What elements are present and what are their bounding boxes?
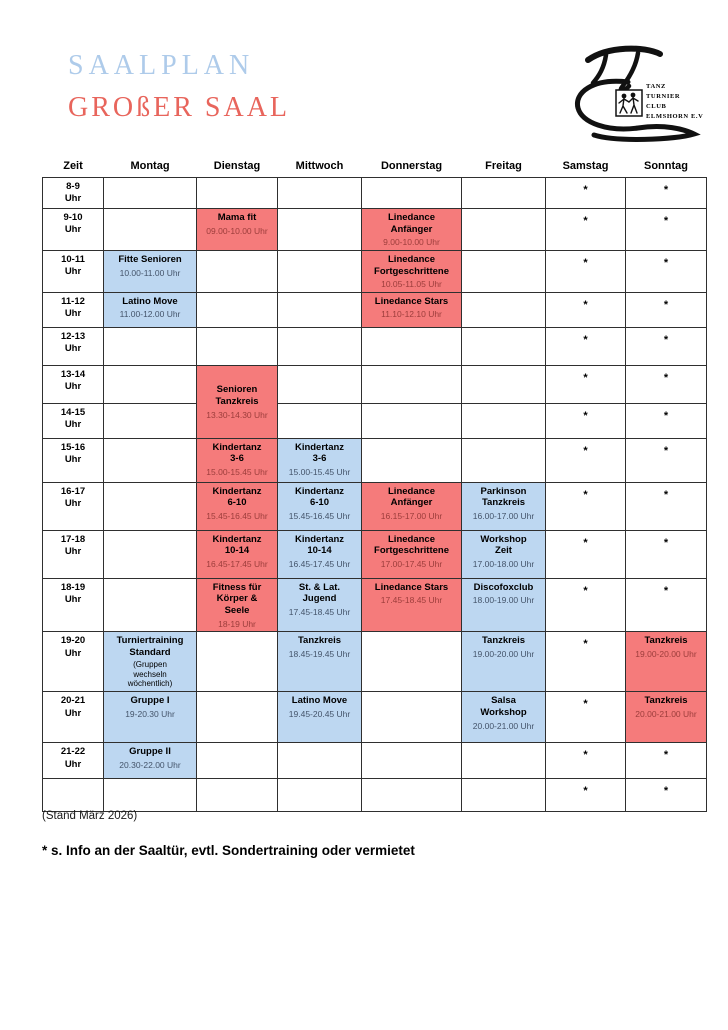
empty-cell <box>197 692 278 743</box>
event-cell <box>197 208 278 250</box>
asterisk-cell <box>626 365 707 403</box>
table-row <box>43 438 707 482</box>
event-title: Fitness für Körper & Seele <box>212 581 262 617</box>
asterisk-cell <box>546 327 626 365</box>
empty-cell <box>462 743 546 779</box>
empty-cell <box>197 292 278 327</box>
column-header: Montag <box>130 160 170 172</box>
asterisk-marker: * <box>583 371 588 384</box>
event-cell <box>104 632 197 692</box>
asterisk-marker: * <box>583 409 588 422</box>
asterisk-marker: * <box>583 698 588 711</box>
asterisk-marker: * <box>583 584 588 597</box>
column-header: Dienstag <box>213 160 261 172</box>
event-cell <box>197 438 278 482</box>
column-header: Mittwoch <box>295 160 344 172</box>
asterisk-marker: * <box>583 256 588 269</box>
empty-cell <box>104 403 197 438</box>
empty-cell <box>462 208 546 250</box>
schedule-table <box>42 160 707 812</box>
empty-cell <box>104 779 197 812</box>
asterisk-marker: * <box>583 214 588 227</box>
event-cell <box>104 250 197 292</box>
asterisk-cell <box>626 178 707 209</box>
column-header: Donnerstag <box>380 160 443 172</box>
empty-cell <box>362 178 462 209</box>
asterisk-cell <box>626 292 707 327</box>
empty-cell <box>362 403 462 438</box>
empty-cell <box>197 779 278 812</box>
asterisk-marker: * <box>583 444 588 457</box>
asterisk-marker: * <box>663 409 669 422</box>
empty-cell <box>104 438 197 482</box>
event-cell <box>104 292 197 327</box>
asterisk-marker: * <box>583 488 588 501</box>
time-slot-label: 10-11 Uhr <box>43 250 104 292</box>
empty-cell <box>278 292 362 327</box>
asterisk-marker: * <box>583 298 588 311</box>
event-time: 10.00-11.00 Uhr <box>119 267 181 278</box>
asterisk-marker: * <box>663 536 669 549</box>
event-time: 15.45-16.45 Uhr <box>206 511 268 522</box>
asterisk-cell <box>546 250 626 292</box>
asterisk-marker: * <box>663 371 669 384</box>
time-slot-label: 18-19 Uhr <box>43 578 104 632</box>
empty-cell <box>278 365 362 403</box>
event-time: 09.00-10.00 Uhr <box>206 225 268 236</box>
empty-cell <box>362 779 462 812</box>
asterisk-marker: * <box>663 584 669 597</box>
event-cell <box>462 530 546 578</box>
event-cell <box>197 530 278 578</box>
table-row <box>43 365 707 403</box>
table-row <box>43 482 707 530</box>
event-time: 20.30-22.00 Uhr <box>119 760 181 771</box>
asterisk-marker: * <box>663 214 669 227</box>
event-title: Latino Move <box>291 695 348 707</box>
event-cell <box>626 692 707 743</box>
event-title: Tanzkreis <box>644 635 688 647</box>
event-time: 16.15-17.00 Uhr <box>380 511 443 522</box>
asterisk-cell <box>626 578 707 632</box>
asterisk-marker: * <box>663 256 669 269</box>
dancing-couple-icon <box>616 90 642 116</box>
time-slot-label: 17-18 Uhr <box>43 530 104 578</box>
event-title: Turniertraining Standard <box>116 635 184 659</box>
event-time: 10.05-11.05 Uhr <box>381 279 442 290</box>
event-time: 17.00-18.00 Uhr <box>472 559 535 570</box>
event-time: 17.00-17.45 Uhr <box>380 559 443 570</box>
event-title: Discofoxclub <box>473 581 534 593</box>
event-title: Mama fit <box>217 211 257 223</box>
asterisk-marker: * <box>663 184 669 196</box>
asterisk-marker: * <box>663 333 669 346</box>
asterisk-marker: * <box>583 333 588 346</box>
table-row <box>43 178 707 209</box>
event-title: Linedance Fortgeschrittene <box>374 253 449 277</box>
event-time: 15.45-16.45 Uhr <box>288 511 351 522</box>
event-cell <box>362 482 462 530</box>
event-time: 17.45-18.45 Uhr <box>380 595 443 606</box>
asterisk-cell <box>546 438 626 482</box>
empty-cell <box>362 365 462 403</box>
empty-cell <box>278 208 362 250</box>
table-row <box>43 632 707 692</box>
event-time: 13.30-14.30 Uhr <box>206 409 268 420</box>
time-slot-label: 21-22 Uhr <box>43 743 104 779</box>
empty-cell <box>197 743 278 779</box>
event-time: 16.45-17.45 Uhr <box>206 559 268 570</box>
event-time: 15.00-15.45 Uhr <box>288 467 351 478</box>
asterisk-marker: * <box>663 488 669 501</box>
asterisk-cell <box>546 632 626 692</box>
asterisk-marker: * <box>663 785 669 798</box>
time-slot-label: 16-17 Uhr <box>43 482 104 530</box>
event-cell <box>462 632 546 692</box>
event-title: Latino Move <box>122 295 178 307</box>
table-row <box>43 208 707 250</box>
asterisk-marker: * <box>583 638 588 651</box>
empty-cell <box>104 482 197 530</box>
table-row <box>43 743 707 779</box>
event-note: (Gruppen wechseln wöchentlich) <box>127 660 173 689</box>
asterisk-cell <box>546 208 626 250</box>
empty-cell <box>462 779 546 812</box>
time-slot-label: 11-12 Uhr <box>43 292 104 327</box>
club-name-line: TANZ <box>646 83 666 90</box>
empty-cell <box>278 743 362 779</box>
asterisk-cell <box>546 779 626 812</box>
event-title: Kindertanz 10-14 <box>212 533 262 557</box>
event-cell <box>462 692 546 743</box>
asterisk-marker: * <box>663 749 669 762</box>
column-header: Zeit <box>63 160 83 172</box>
event-title: Parkinson Tanzkreis <box>480 485 527 509</box>
event-title: Kindertanz 3-6 <box>212 441 262 465</box>
empty-cell <box>278 250 362 292</box>
asterisk-cell <box>546 743 626 779</box>
empty-cell <box>197 178 278 209</box>
page-title <box>68 50 290 124</box>
event-cell <box>197 482 278 530</box>
event-time: 18-19 Uhr <box>218 619 256 630</box>
event-time: 19.45-20.45 Uhr <box>288 709 351 720</box>
event-time: 19.00-20.00 Uhr <box>472 649 535 660</box>
asterisk-cell <box>626 482 707 530</box>
asterisk-cell <box>546 292 626 327</box>
empty-cell <box>462 250 546 292</box>
title-grosser-saal: GROßER SAAL <box>68 92 291 123</box>
empty-cell <box>104 365 197 403</box>
empty-cell <box>278 327 362 365</box>
event-title: Linedance Stars <box>374 295 449 307</box>
empty-cell <box>462 178 546 209</box>
empty-cell <box>104 578 197 632</box>
event-cell <box>104 743 197 779</box>
asterisk-cell <box>546 482 626 530</box>
asterisk-marker: * <box>583 536 588 549</box>
event-cell <box>278 438 362 482</box>
event-time: 16.00-17.00 Uhr <box>472 511 535 522</box>
event-time: 11.10-12.10 Uhr <box>381 309 442 320</box>
schedule-table-body <box>43 178 707 812</box>
time-slot-label: 14-15 Uhr <box>43 403 104 438</box>
event-time: 18.00-19.00 Uhr <box>472 595 535 606</box>
asterisk-cell <box>546 178 626 209</box>
club-name-line: CLUB <box>646 103 667 111</box>
event-time: 18.45-19.45 Uhr <box>288 649 351 660</box>
empty-cell <box>362 632 462 692</box>
event-time: 11.00-12.00 Uhr <box>119 309 181 320</box>
empty-cell <box>197 632 278 692</box>
empty-cell <box>462 438 546 482</box>
event-title: Tanzkreis <box>481 635 526 647</box>
event-time: 16.45-17.45 Uhr <box>288 559 351 570</box>
event-cell <box>462 482 546 530</box>
column-header: Samstag <box>562 160 609 172</box>
event-cell <box>362 208 462 250</box>
title-saalplan: SAALPLAN <box>68 50 255 81</box>
ttc-club-logo <box>558 38 710 150</box>
event-time: 20.00-21.00 Uhr <box>472 721 535 732</box>
asterisk-cell <box>546 530 626 578</box>
event-cell <box>626 632 707 692</box>
table-row <box>43 250 707 292</box>
event-time: 19.00-20.00 Uhr <box>635 649 697 660</box>
event-title: Gruppe I <box>130 695 170 707</box>
event-cell <box>278 632 362 692</box>
empty-cell <box>278 403 362 438</box>
club-name-line: TURNIER <box>646 93 681 101</box>
stand-date: (Stand März 2026) <box>42 810 138 822</box>
event-cell <box>197 578 278 632</box>
event-time: 20.00-21.00 Uhr <box>635 709 697 720</box>
event-cell <box>278 530 362 578</box>
time-slot-label: 8-9 Uhr <box>43 178 104 209</box>
event-cell <box>278 482 362 530</box>
event-cell <box>362 578 462 632</box>
empty-cell <box>104 530 197 578</box>
time-slot-label: 13-14 Uhr <box>43 365 104 403</box>
time-slot-label: 9-10 Uhr <box>43 208 104 250</box>
empty-cell <box>462 327 546 365</box>
event-title: Linedance Fortgeschrittene <box>374 533 449 557</box>
asterisk-cell <box>626 743 707 779</box>
asterisk-cell <box>546 365 626 403</box>
event-cell <box>278 578 362 632</box>
asterisk-cell <box>626 779 707 812</box>
event-title: Linedance Anfänger <box>388 485 435 509</box>
table-row <box>43 292 707 327</box>
asterisk-cell <box>626 438 707 482</box>
club-name <box>646 82 703 122</box>
event-cell <box>197 365 278 438</box>
empty-cell <box>278 779 362 812</box>
empty-cell <box>362 438 462 482</box>
asterisk-marker: * <box>663 298 669 311</box>
asterisk-cell <box>546 578 626 632</box>
empty-cell <box>462 365 546 403</box>
table-row <box>43 578 707 632</box>
event-title: Tanzkreis <box>644 695 688 707</box>
schedule-header-row <box>43 160 707 178</box>
event-cell <box>462 578 546 632</box>
table-row <box>43 779 707 812</box>
column-header: Sonntag <box>644 160 688 172</box>
empty-cell <box>197 327 278 365</box>
event-time: 9.00-10.00 Uhr <box>383 237 440 248</box>
event-title: St. & Lat. Jugend <box>298 581 341 605</box>
event-title: Senioren Tanzkreis <box>215 384 259 407</box>
time-slot-label: 19-20 Uhr <box>43 632 104 692</box>
event-title: Kindertanz 3-6 <box>294 441 345 465</box>
event-cell <box>278 692 362 743</box>
time-slot-label: 12-13 Uhr <box>43 327 104 365</box>
event-title: Gruppe II <box>129 746 171 758</box>
event-title: Kindertanz 10-14 <box>294 533 345 557</box>
event-cell <box>104 692 197 743</box>
table-row <box>43 327 707 365</box>
event-title: Kindertanz 6-10 <box>294 485 345 509</box>
event-title: Workshop Zeit <box>480 533 527 557</box>
asterisk-marker: * <box>583 785 588 798</box>
event-cell <box>362 250 462 292</box>
asterisk-marker: * <box>663 444 669 457</box>
event-title: Fitte Senioren <box>118 253 182 265</box>
table-row <box>43 692 707 743</box>
event-cell <box>362 530 462 578</box>
asterisk-cell <box>626 327 707 365</box>
empty-cell <box>104 208 197 250</box>
event-time: 19-20.30 Uhr <box>125 709 175 720</box>
asterisk-cell <box>626 403 707 438</box>
event-cell <box>362 292 462 327</box>
event-title: Kindertanz 6-10 <box>212 485 262 509</box>
asterisk-legend: * s. Info an der Saaltür, evtl. Sondertraining oder vermietet <box>42 843 415 858</box>
event-time: 15.00-15.45 Uhr <box>206 467 268 478</box>
club-name-line: ELMSHORN E.V <box>646 113 704 121</box>
asterisk-marker: * <box>583 184 588 196</box>
empty-cell <box>362 692 462 743</box>
event-title: Tanzkreis <box>297 635 342 647</box>
empty-cell <box>362 743 462 779</box>
asterisk-cell <box>626 208 707 250</box>
asterisk-cell <box>546 403 626 438</box>
asterisk-cell <box>626 250 707 292</box>
asterisk-cell <box>626 530 707 578</box>
asterisk-marker: * <box>583 749 588 762</box>
asterisk-cell <box>546 692 626 743</box>
event-title: Linedance Anfänger <box>388 211 435 235</box>
column-header: Freitag <box>485 160 522 172</box>
time-slot-label: 15-16 Uhr <box>43 438 104 482</box>
empty-cell <box>104 178 197 209</box>
time-slot-label: 20-21 Uhr <box>43 692 104 743</box>
event-time: 17.45-18.45 Uhr <box>288 607 351 618</box>
table-row <box>43 403 707 438</box>
event-title: Linedance Stars <box>374 581 449 593</box>
time-slot-label <box>43 779 104 812</box>
empty-cell <box>362 327 462 365</box>
table-row <box>43 530 707 578</box>
empty-cell <box>197 250 278 292</box>
empty-cell <box>278 178 362 209</box>
empty-cell <box>462 292 546 327</box>
empty-cell <box>462 403 546 438</box>
event-title: Salsa Workshop <box>480 695 527 719</box>
empty-cell <box>104 327 197 365</box>
